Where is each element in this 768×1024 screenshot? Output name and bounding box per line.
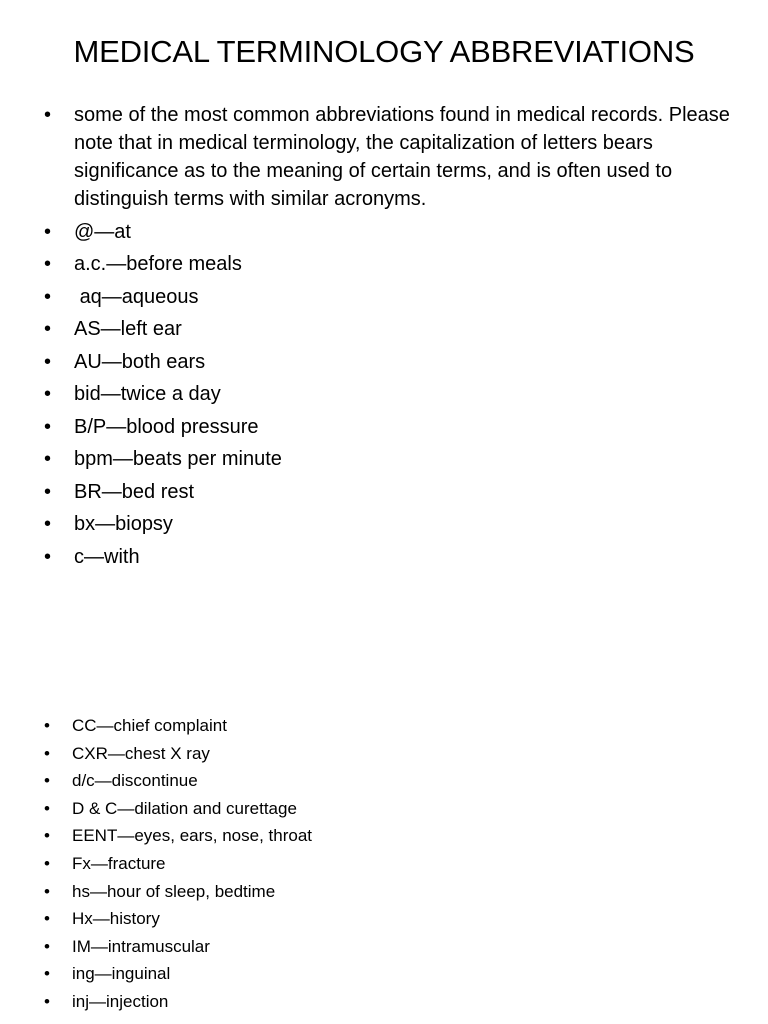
list-item-text: @—at [74, 220, 131, 243]
bullet-icon: • [44, 285, 52, 308]
list-item [44, 907, 734, 931]
list-item [44, 714, 734, 738]
bullet-icon: • [44, 853, 50, 873]
list-item [44, 101, 734, 213]
list-item-text: EENT—eyes, ears, nose, throat [72, 826, 312, 846]
list-item [44, 445, 734, 473]
list-item-text: bpm—beats per minute [74, 448, 282, 470]
list-item-text: inj—injection [72, 991, 169, 1011]
list-item [44, 250, 734, 278]
list-item-text: AS—left ear [74, 318, 182, 340]
bullet-icon: • [44, 448, 52, 470]
bullet-icon: • [44, 964, 50, 984]
bullet-icon: • [44, 545, 52, 568]
list-item [44, 880, 734, 904]
list-item [44, 797, 734, 821]
list-item-text: a.c.—before meals [74, 253, 242, 275]
bullet-icon: • [44, 350, 52, 373]
list-item [44, 413, 734, 441]
bullet-icon: • [44, 480, 52, 503]
list-item [44, 962, 734, 986]
list-item-text: CC—chief complaint [72, 716, 227, 735]
list-item [44, 315, 734, 343]
list-item-text: bid—twice a day [74, 383, 221, 405]
bullet-icon: • [44, 991, 50, 1011]
list-item [44, 543, 734, 571]
list-item-text: B/P—blood pressure [74, 415, 259, 438]
list-item [44, 990, 734, 1014]
list-item-text: Hx—history [72, 909, 160, 929]
list-item [44, 935, 734, 959]
bullet-icon: • [44, 383, 52, 405]
bullet-icon: • [44, 881, 50, 901]
list-item [44, 824, 734, 848]
list-item-text: Fx—fracture [72, 853, 166, 873]
list-item-text: AU—both ears [74, 350, 206, 373]
list-item [44, 510, 734, 538]
list-item-text: D & C—dilation and curettage [72, 798, 297, 818]
list-item-text: aq—aqueous [74, 285, 199, 308]
list-item-text: d/c—discontinue [72, 771, 198, 791]
list-item [44, 478, 734, 506]
bullet-icon: • [44, 743, 50, 763]
abbreviation-list-secondary [44, 714, 734, 1018]
list-item [44, 769, 734, 793]
list-item [44, 380, 734, 408]
list-item-text: c—with [74, 545, 140, 568]
list-item-text: hs—hour of sleep, bedtime [72, 881, 276, 901]
list-item [44, 218, 734, 246]
abbreviation-list-primary [44, 101, 734, 575]
list-item-text: BR—bed rest [74, 480, 195, 503]
bullet-icon: • [44, 771, 50, 791]
bullet-icon: • [44, 513, 52, 535]
bullet-icon: • [44, 415, 52, 438]
list-item [44, 283, 734, 311]
list-item-text: bx—biopsy [74, 513, 173, 535]
list-item-text: some of the most common abbreviations found in medical records. Please note that in medical terminology, the capitalization of letters bears significance as to the meaning of certain terms, and is often used to distinguish terms with similar acronyms. [74, 104, 736, 210]
bullet-icon: • [44, 253, 52, 275]
list-item-text: CXR—chest X ray [72, 743, 210, 763]
list-item [44, 348, 734, 376]
list-item-text: IM—intramuscular [72, 936, 210, 956]
bullet-icon: • [44, 909, 50, 929]
bullet-icon: • [44, 318, 52, 340]
bullet-icon: • [44, 716, 50, 735]
list-item [44, 742, 734, 766]
bullet-icon: • [44, 826, 50, 846]
bullet-icon: • [44, 798, 50, 818]
bullet-icon: • [44, 936, 50, 956]
list-item-text: ing—inguinal [72, 964, 171, 984]
bullet-icon: • [44, 220, 52, 243]
list-item [44, 852, 734, 876]
page-title: MEDICAL TERMINOLOGY ABBREVIATIONS [73, 34, 695, 69]
bullet-icon: • [44, 104, 52, 126]
